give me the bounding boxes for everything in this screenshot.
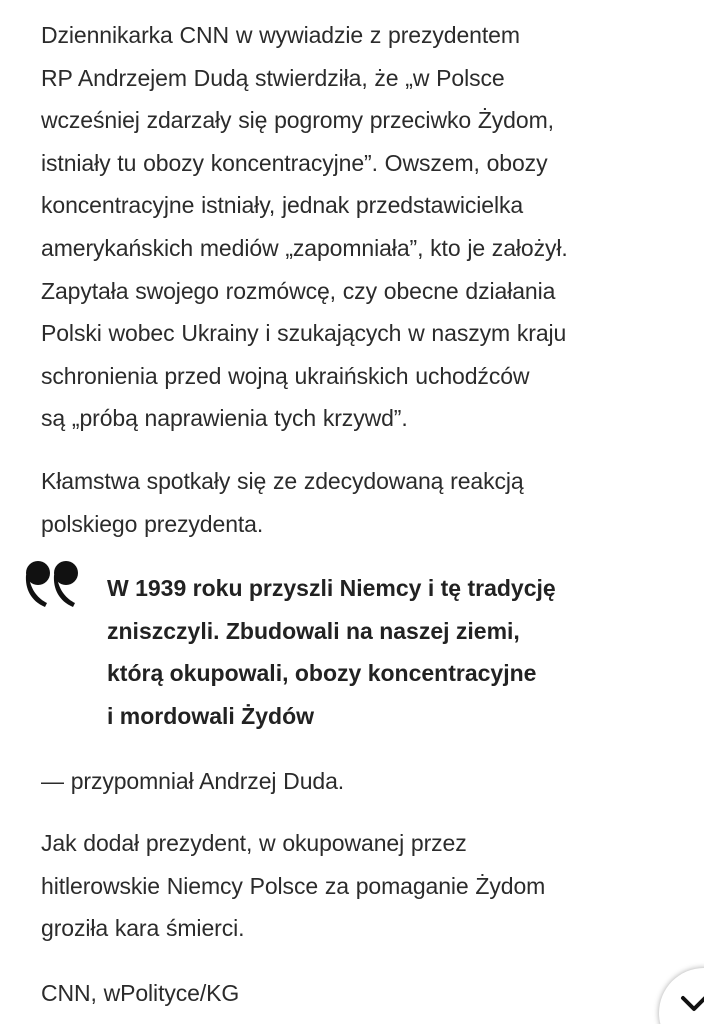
article-paragraph-3 — [41, 822, 681, 950]
quote-line: i mordowali Żydów — [107, 702, 315, 729]
text-line: wcześniej zdarzały się pogromy przeciwko Żydom, — [41, 107, 554, 134]
text-line: RP Andrzejem Dudą stwierdziła, że „w Polsce — [41, 64, 505, 91]
article-source — [41, 972, 681, 1015]
attribution-text: — przypomniał Andrzej Duda. — [41, 767, 345, 794]
text-line: groziła kara śmierci. — [41, 915, 245, 942]
text-line: Dziennikarka CNN w wywiadzie z prezydentem — [41, 22, 520, 48]
quote-line: którą okupowali, obozy koncentracyjne — [107, 660, 537, 687]
quote-line: W 1939 roku przyszli Niemcy i tę tradycję — [107, 575, 556, 602]
chevron-down-icon — [679, 994, 704, 1014]
text-line: Polski wobec Ukrainy i szukających w naszym kraju — [41, 320, 567, 347]
text-line: amerykańskich mediów „zapomniała”, kto je założył. — [41, 234, 568, 261]
quote-text — [107, 567, 681, 737]
text-line: Zapytała swojego rozmówcę, czy obecne działania — [41, 277, 556, 304]
quote-line: zniszczyli. Zbudowali na naszej ziemi, — [107, 617, 520, 644]
text-line: schronienia przed wojną ukraińskich uchodźców — [41, 362, 530, 389]
text-line: polskiego prezydenta. — [41, 510, 264, 537]
text-line: są „próbą naprawienia tych krzywd”. — [41, 405, 408, 432]
pull-quote — [29, 567, 681, 737]
text-line: Kłamstwa spotkały się ze zdecydowaną reakcją — [41, 467, 524, 494]
quote-attribution — [41, 760, 681, 803]
text-line: Jak dodał prezydent, w okupowanej przez — [41, 830, 467, 857]
source-text: CNN, wPolityce/KG — [41, 979, 240, 1006]
article-paragraph-2 — [41, 460, 681, 545]
text-line: hitlerowskie Niemcy Polsce za pomaganie Żydom — [41, 872, 546, 899]
text-line: istniały tu obozy koncentracyjne”. Owszem, obozy — [41, 149, 548, 176]
text-line: koncentracyjne istniały, jednak przedstawicielka — [41, 192, 524, 219]
quote-mark-icon — [25, 551, 83, 611]
article-paragraph-1 — [41, 14, 681, 440]
article-body — [41, 14, 681, 1014]
